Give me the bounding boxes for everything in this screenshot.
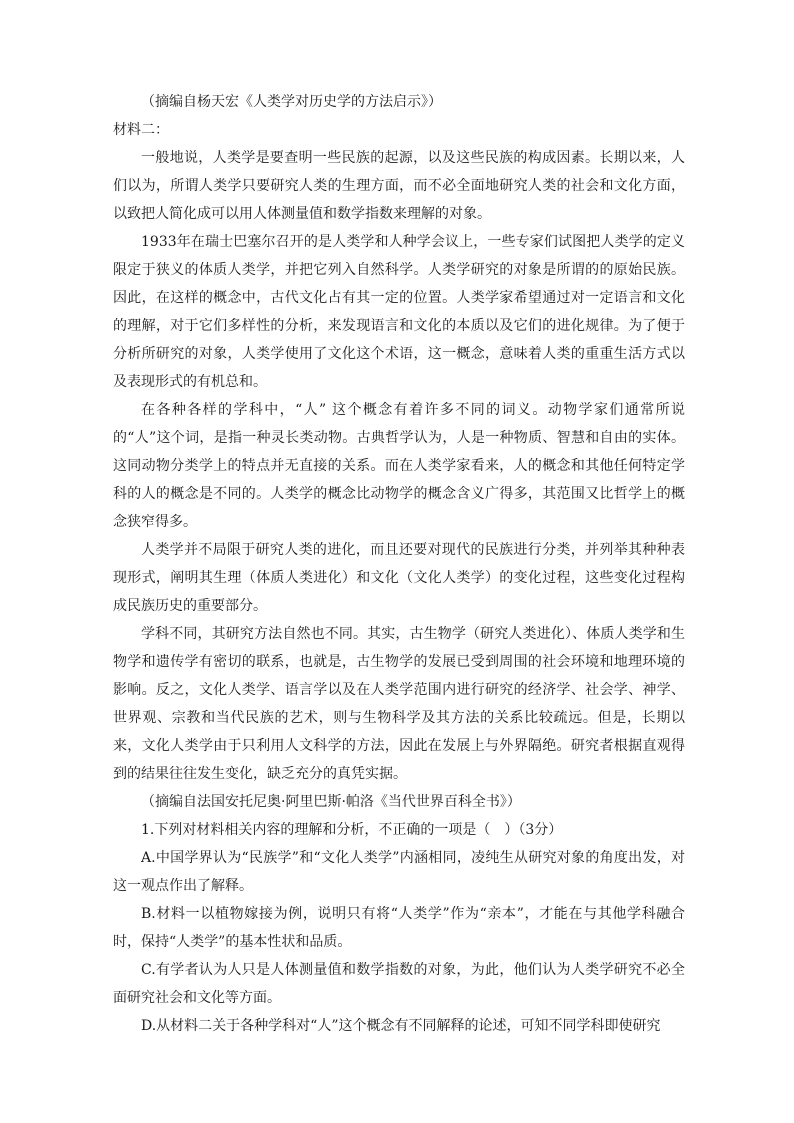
paragraph: 一般地说，人类学是要查明一些民族的起源，以及这些民族的构成因素。长期以来，人们以为，所谓人类学只要研究人类的生理方面，而不必全面地研究人类的社会和文化方面，以致把人简化成可以用人体测量值和数学指数来理解的对象。 — [113, 150, 685, 222]
paragraph: 在各种各样的学科中，“人” 这个概念有着许多不同的词义。动物学家们通常所说的“人”这个词，是指一种灵长类动物。古典哲学认为，人是一种物质、智慧和自由的实体。这同动物分类学上的特点并无直接的关系。而在人类学家看来，人的概念和其他任何特定学科的人的概念是不同的。人类学的概念比动物学的概念含义广得多，其范围又比哲学上的概念狭窄得多。 — [113, 402, 685, 530]
option-a: A.中国学界认为“民族学”和“文化人类学”内涵相同，凌纯生从研究对象的角度出发，对这一观点作出了解释。 — [113, 850, 685, 894]
source-citation-1: （摘编自杨天宏《人类学对历史学的方法启示》） — [141, 94, 442, 110]
paragraph: 1933年在瑞士巴塞尔召开的是人类学和人种学会议上，一些专家们试图把人类学的定义限定于狭义的体质人类学，并把它列入自然科学。人类学研究的对象是所谓的的原始民族。因此，在这样的概念中，古代文化占有其一定的位置。人类学家希望通过对一定语言和文化的理解，对于它们多样性的分析，来发现语言和文化的本质以及它们的进化规律。为了便于分析所研究的对象，人类学使用了文化这个术语，这一概念，意味着人类的重重生活方式以及表现形式的有机总和。 — [113, 234, 685, 390]
question-stem: 1.下列对材料相关内容的理解和分析，不正确的一项是（ ）（3分） — [141, 822, 563, 838]
document-page — [113, 88, 685, 1040]
material-2-heading: 材料二： — [113, 122, 169, 138]
paragraph: 学科不同，其研究方法自然也不同。其实，古生物学（研究人类进化）、体质人类学和生物学和遗传学有密切的联系，也就是，古生物学的发展已受到周围的社会环境和地理环境的影响。反之，文化人类学、语言学以及在人类学范围内进行研究的经济学、社会学、神学、世界观、宗教和当代民族的艺术，则与生物科学及其方法的关系比较疏远。但是，长期以来，文化人类学由于只利用人文科学的方法，因此在发展上与外界隔绝。研究者根据直观得到的结果往往发生变化，缺乏充分的真凭实据。 — [113, 626, 685, 782]
option-d: D.从材料二关于各种学科对“人”这个概念有不同解释的论述，可知不同学科即使研究 — [141, 1018, 661, 1034]
option-c: C.有学者认为人只是人体测量值和数学指数的对象，为此，他们认为人类学研究不必全面研究社会和文化等方面。 — [113, 962, 685, 1006]
source-citation-2: （摘编自法国安托尼奥·阿里巴斯·帕洛《当代世界百科全书》） — [141, 794, 521, 810]
paragraph: 人类学并不局限于研究人类的进化，而且还要对现代的民族进行分类，并列举其种种表现形式，阐明其生理（体质人类进化）和文化（文化人类学）的变化过程，这些变化过程构成民族历史的重要部分。 — [113, 542, 685, 614]
option-b: B.材料一以植物嫁接为例，说明只有将“人类学”作为“亲本”，才能在与其他学科融合时，保持“人类学”的基本性状和品质。 — [113, 906, 685, 950]
